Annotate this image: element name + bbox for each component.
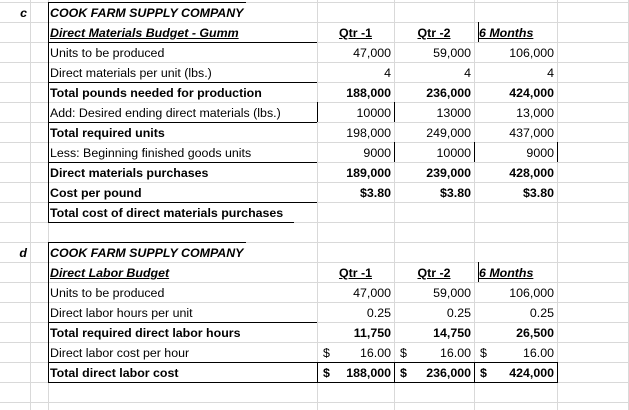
cell-qtr2: 239,000 [426, 166, 471, 180]
cell-6months: 26,500 [516, 326, 554, 340]
row-label: Less: Beginning finished goods units [50, 146, 252, 160]
table-row [0, 183, 629, 203]
border-line [48, 382, 558, 383]
cell-6months: 106,000 [509, 46, 554, 60]
cell-6months: 106,000 [509, 286, 554, 300]
border-line [48, 322, 317, 323]
currency-symbol: $ [400, 346, 407, 360]
cell-qtr2 [394, 343, 474, 363]
currency-symbol: $ [323, 346, 330, 360]
border-line [557, 362, 558, 382]
border-line [48, 82, 317, 83]
cell-6months: 0.25 [529, 306, 554, 320]
gridline-h [0, 402, 629, 403]
cell-qtr2: 249,000 [426, 126, 471, 140]
row-label: Direct materials purchases [50, 166, 209, 180]
cell-qtr2 [394, 363, 474, 383]
table-row [0, 163, 629, 183]
section-letter: c [20, 6, 27, 20]
border-line [48, 242, 246, 243]
cell-qtr2: 0.25 [446, 306, 471, 320]
col-header-qtr2: Qtr -2 [417, 266, 451, 280]
row-label: Direct labor cost per hour [50, 346, 190, 360]
cell-value: 236,000 [426, 366, 471, 380]
cell-6months: 424,000 [509, 86, 554, 100]
budget-title: Direct Labor Budget [50, 266, 170, 280]
cell-6months: 13,000 [516, 106, 554, 120]
row-label: Total pounds needed for production [50, 86, 262, 100]
cell-value: 16.00 [439, 346, 471, 360]
row-label: Units to be produced [50, 46, 165, 60]
table-row [0, 303, 629, 323]
row-label: Total required units [50, 126, 165, 140]
cell-qtr1 [317, 363, 394, 383]
border-line [317, 362, 558, 363]
currency-symbol: $ [323, 366, 330, 380]
cell-value: 16.00 [522, 346, 554, 360]
border-line [48, 222, 294, 223]
cell-qtr1: 47,000 [353, 286, 391, 300]
row-label: Total direct labor cost [50, 366, 179, 380]
cell-qtr1: 4 [384, 66, 391, 80]
cell-qtr2: 59,000 [433, 46, 471, 60]
cell-qtr1: 198,000 [346, 126, 391, 140]
cell-6months: 9000 [526, 146, 554, 160]
row-label: Total cost of direct materials purchases [50, 206, 284, 220]
company-name: COOK FARM SUPPLY COMPANY [50, 246, 244, 260]
border-line [48, 42, 317, 43]
cell-6months [474, 343, 557, 363]
cell-qtr2: 236,000 [426, 86, 471, 100]
cell-6months: 437,000 [509, 126, 554, 140]
table-row [0, 343, 629, 363]
border-line [48, 202, 317, 203]
cell-qtr1: 47,000 [353, 46, 391, 60]
border-line [317, 102, 318, 122]
table-row [0, 63, 629, 83]
table-row [0, 103, 629, 123]
table-row [0, 323, 629, 343]
col-header-6months: 6 Months [479, 266, 534, 280]
currency-symbol: $ [480, 366, 487, 380]
cell-qtr1: 0.25 [366, 306, 391, 320]
company-name: COOK FARM SUPPLY COMPANY [50, 6, 244, 20]
col-header-qtr1: Qtr -1 [338, 26, 373, 40]
section-c-header-row [0, 23, 629, 43]
table-row [0, 83, 629, 103]
border-line [317, 362, 318, 382]
border-line [478, 262, 479, 282]
currency-symbol: $ [480, 346, 487, 360]
border-line [557, 142, 558, 162]
cell-6months: 4 [547, 66, 554, 80]
table-row [0, 43, 629, 63]
cell-qtr1: 189,000 [346, 166, 391, 180]
cell-qtr1 [317, 343, 394, 363]
table-row [0, 283, 629, 303]
section-c-company-row [0, 3, 629, 23]
row-label: Units to be produced [50, 286, 165, 300]
section-letter: d [19, 246, 27, 260]
row-label: Direct materials per unit (lbs.) [50, 66, 212, 80]
cell-6months: $3.80 [522, 186, 554, 200]
currency-symbol: $ [400, 366, 407, 380]
border-line [48, 2, 246, 3]
col-header-qtr2: Qtr -2 [417, 26, 451, 40]
row-label: Add: Desired ending direct materials (lbs.) [50, 106, 281, 120]
border-line [394, 362, 395, 382]
cell-qtr1: 11,750 [353, 326, 391, 340]
cell-qtr2: 4 [464, 66, 471, 80]
cell-value: 424,000 [509, 366, 554, 380]
border-line [394, 102, 395, 122]
table-row [0, 143, 629, 163]
cell-qtr2: 13000 [436, 106, 471, 120]
cell-qtr1: $3.80 [359, 186, 391, 200]
cell-qtr2: $3.80 [439, 186, 471, 200]
table-row [0, 123, 629, 143]
border-line [48, 162, 317, 163]
cell-qtr1: 10000 [356, 106, 391, 120]
border-line [478, 22, 479, 42]
border-line [48, 2, 49, 223]
cell-qtr1: 188,000 [346, 86, 391, 100]
section-d-header-row [0, 263, 629, 283]
row-label: Direct labor hours per unit [50, 306, 193, 320]
cell-6months [474, 363, 557, 383]
border-line [48, 362, 317, 363]
section-d-company-row [0, 243, 629, 263]
row-label: Cost per pound [50, 186, 142, 200]
col-header-qtr1: Qtr -1 [338, 266, 373, 280]
col-header-6months: 6 Months [479, 26, 534, 40]
cell-value: 16.00 [359, 346, 391, 360]
cell-6months: 428,000 [509, 166, 554, 180]
cell-qtr2: 14,750 [433, 326, 471, 340]
budget-title: Direct Materials Budget - Gumm [50, 26, 239, 40]
border-line [474, 142, 475, 162]
table-row [0, 203, 629, 223]
cell-qtr2: 59,000 [433, 286, 471, 300]
cell-qtr2: 10000 [436, 146, 471, 160]
row-label: Total required direct labor hours [50, 326, 241, 340]
cell-value: 188,000 [346, 366, 391, 380]
cell-qtr1: 9000 [363, 146, 391, 160]
border-line [394, 142, 395, 162]
border-line [474, 362, 475, 382]
border-line [48, 122, 317, 123]
table-row [0, 363, 629, 383]
